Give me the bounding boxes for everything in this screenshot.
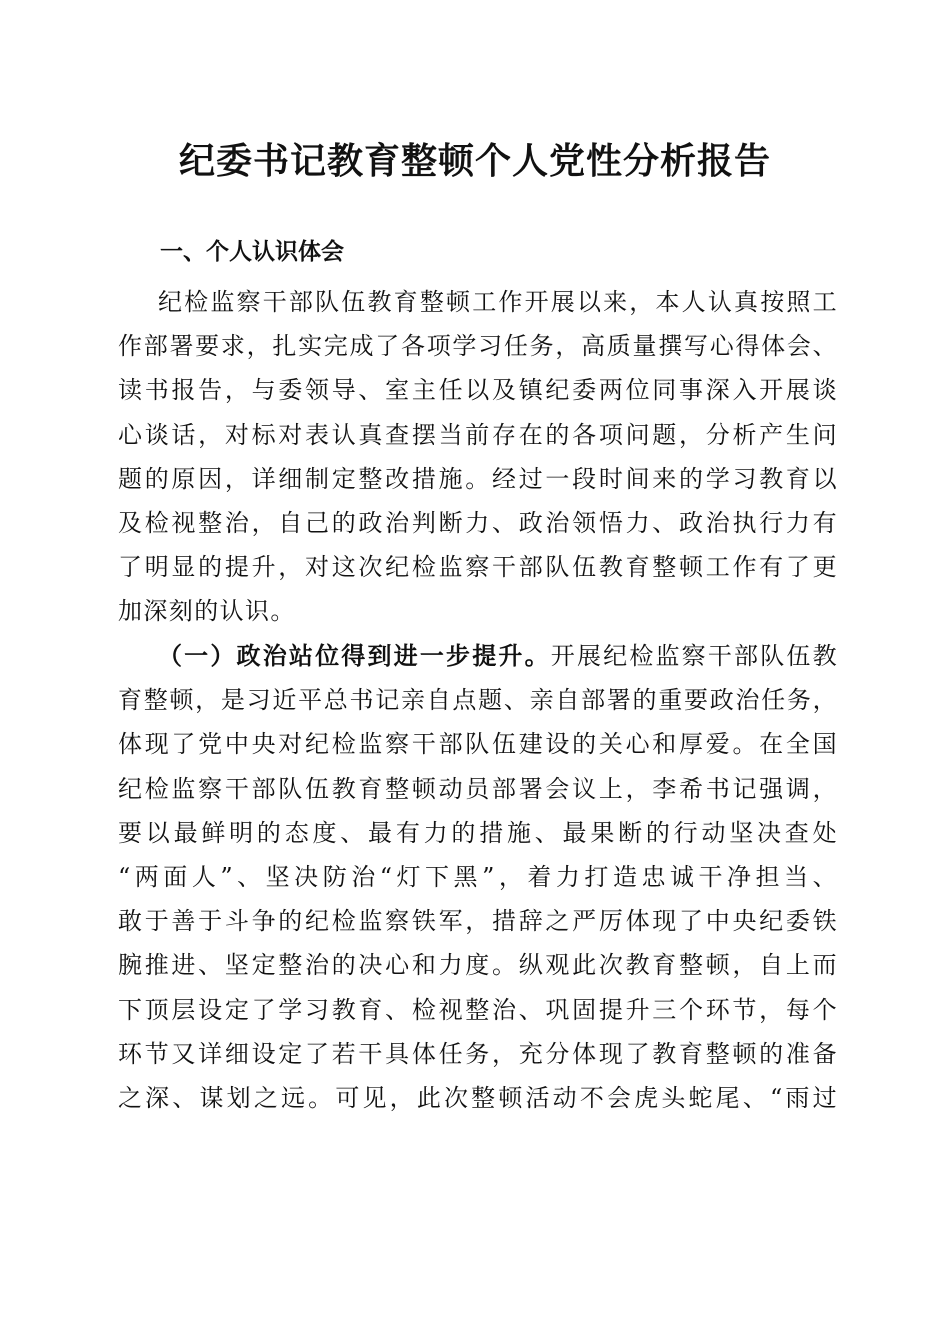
paragraph-line: 加深刻的认识。 xyxy=(118,597,296,626)
paragraph-line: 作部署要求，扎实完成了各项学习任务，高质量撰写心得体会、 xyxy=(118,332,838,361)
paragraph-line: 读书报告，与委领导、室主任以及镇纪委两位同事深入开展谈 xyxy=(118,376,838,405)
paragraph-line: 下顶层设定了学习教育、检视整治、巩固提升三个环节，每个 xyxy=(118,995,838,1024)
paragraph-line: 育整顿，是习近平总书记亲自点题、亲自部署的重要政治任务， xyxy=(118,686,838,715)
paragraph-line: 了明显的提升，对这次纪检监察干部队伍教育整顿工作有了更 xyxy=(118,553,838,582)
paragraph-line: 要以最鲜明的态度、最有力的措施、最果断的行动坚决查处 xyxy=(118,818,838,847)
paragraph-line: 纪检监察干部队伍教育整顿工作开展以来，本人认真按照工 xyxy=(158,288,838,316)
paragraph-line: 体现了党中央对纪检监察干部队伍建设的关心和厚爱。在全国 xyxy=(118,730,838,759)
paragraph-text: 开展纪检监察干部队伍教 xyxy=(550,642,839,670)
paragraph-line: 环节又详细设定了若干具体任务，充分体现了教育整顿的准备 xyxy=(118,1039,838,1068)
paragraph-line: 腕推进、坚定整治的决心和力度。纵观此次教育整顿，自上而 xyxy=(118,951,838,980)
paragraph-2 xyxy=(118,634,838,1120)
document-title: 纪委书记教育整顿个人党性分析报告 xyxy=(178,140,771,182)
subsection-lead: （一）政治站位得到进一步提升。 xyxy=(158,641,551,670)
paragraph-1 xyxy=(118,280,838,634)
paragraph-line: 纪检监察干部队伍教育整顿动员部署会议上，李希书记强调， xyxy=(118,774,838,803)
paragraph-line: “两面人”、坚决防治“灯下黑”，着力打造忠诚干净担当、 xyxy=(118,862,838,891)
paragraph-line: 题的原因，详细制定整改措施。经过一段时间来的学习教育以 xyxy=(118,464,838,493)
paragraph-line: 敢于善于斗争的纪检监察铁军，措辞之严厉体现了中央纪委铁 xyxy=(118,907,838,936)
paragraph-line: 及检视整治，自己的政治判断力、政治领悟力、政治执行力有 xyxy=(118,508,838,537)
section-heading-1: 一、个人认识体会 xyxy=(160,239,344,265)
paragraph-line: 之深、谋划之远。可见，此次整顿活动不会虎头蛇尾、“雨过 xyxy=(118,1083,838,1112)
paragraph-first-line xyxy=(118,634,838,678)
paragraph-line: 心谈话，对标对表认真查摆当前存在的各项问题，分析产生问 xyxy=(118,420,838,449)
